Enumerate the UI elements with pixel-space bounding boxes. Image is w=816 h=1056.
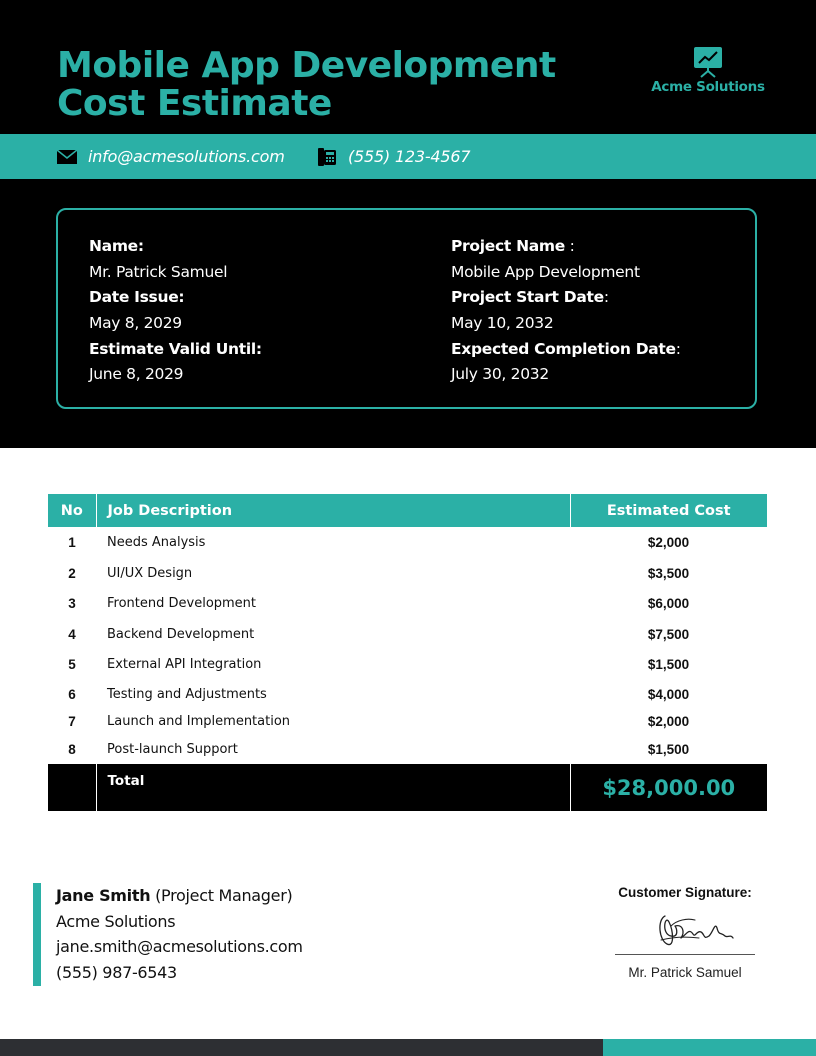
contact-phone (317, 134, 470, 179)
date-issue-label: Date Issue: (89, 288, 185, 307)
footer-bar-accent (603, 1039, 816, 1056)
project-name-value: Mobile App Development (451, 262, 640, 281)
row-description: Launch and Implementation (107, 714, 291, 729)
row-cost: $1,500 (647, 742, 690, 757)
row-no: 7 (68, 714, 76, 729)
start-date-value: May 10, 2032 (451, 314, 554, 333)
row-no: 8 (68, 742, 76, 757)
header-section (0, 0, 816, 448)
manager-contact-block (56, 883, 303, 985)
table-row (48, 649, 767, 680)
table-row (48, 735, 767, 764)
row-description: Backend Development (107, 626, 255, 642)
row-description: Post-launch Support (107, 742, 238, 757)
client-info-right (451, 234, 681, 388)
table-row (48, 619, 767, 649)
row-description: UI/UX Design (107, 565, 193, 581)
completion-value: July 30, 2032 (451, 365, 549, 384)
mail-icon (57, 150, 77, 164)
row-no: 1 (68, 535, 76, 550)
title-line-2: Cost Estimate (57, 83, 332, 124)
start-date-label: Project Start Date (451, 288, 604, 307)
row-no: 6 (68, 686, 76, 702)
contact-email (57, 134, 285, 179)
manager-company: Acme Solutions (56, 911, 176, 931)
page-title (57, 47, 556, 123)
row-cost: $2,000 (647, 714, 690, 729)
client-info-box (56, 208, 757, 409)
total-empty-cell (48, 764, 96, 811)
manager-name: Jane Smith (56, 886, 151, 905)
client-info-left (89, 234, 262, 388)
customer-signature-block (606, 885, 764, 980)
total-label: Total (96, 764, 570, 811)
contact-bar (0, 134, 816, 179)
project-name-suffix: : (564, 237, 575, 255)
table-row (48, 708, 767, 735)
row-cost: $1,500 (647, 657, 690, 672)
contact-phone-text[interactable]: (555) 123-4567 (348, 147, 471, 166)
completion-suffix: : (675, 339, 681, 358)
table-row (48, 527, 767, 558)
header-description: Job Description (96, 494, 570, 527)
completion-label: Expected Completion Date (451, 339, 676, 358)
contact-email-text[interactable]: info@acmesolutions.com (88, 147, 285, 166)
row-description: Testing and Adjustments (107, 686, 267, 702)
row-no: 2 (68, 565, 76, 581)
table-header-row (48, 494, 767, 527)
presentation-board-icon (691, 46, 725, 78)
handwritten-signature (635, 910, 735, 952)
manager-role: (Project Manager) (150, 886, 293, 905)
row-description: Needs Analysis (107, 535, 206, 550)
table-total-row (48, 764, 767, 811)
row-description: External API Integration (107, 657, 262, 672)
row-no: 5 (68, 657, 76, 672)
valid-until-value: June 8, 2029 (89, 365, 184, 384)
start-date-suffix: : (603, 288, 609, 307)
manager-email[interactable]: jane.smith@acmesolutions.com (56, 937, 303, 956)
signature-line (615, 954, 755, 955)
manager-accent-bar (33, 883, 41, 986)
total-value: $28,000.00 (570, 764, 767, 811)
table-row (48, 558, 767, 588)
row-cost: $7,500 (647, 626, 690, 642)
footer-bar-dark (0, 1039, 603, 1056)
cost-estimate-table (48, 494, 767, 811)
row-no: 4 (68, 626, 76, 642)
row-description: Frontend Development (107, 596, 257, 611)
signature-name: Mr. Patrick Samuel (628, 965, 742, 980)
brand-logo-block (650, 46, 766, 95)
row-cost: $6,000 (647, 596, 690, 611)
table-row (48, 588, 767, 619)
manager-phone: (555) 987-6543 (56, 962, 177, 982)
valid-until-label: Estimate Valid Until: (89, 339, 262, 358)
row-cost: $3,500 (647, 565, 690, 581)
header-no: No (48, 494, 96, 527)
phone-icon (317, 146, 337, 168)
row-no: 3 (68, 596, 76, 611)
date-issue-value: May 8, 2029 (89, 314, 182, 333)
brand-name: Acme Solutions (651, 79, 765, 95)
name-label: Name: (89, 237, 144, 255)
title-line-1: Mobile App Development (57, 45, 556, 86)
header-cost: Estimated Cost (570, 494, 767, 527)
signature-label: Customer Signature: (618, 885, 752, 900)
name-value: Mr. Patrick Samuel (89, 262, 228, 281)
project-name-label: Project Name (451, 237, 565, 255)
table-row (48, 680, 767, 708)
row-cost: $4,000 (647, 686, 690, 702)
row-cost: $2,000 (647, 535, 690, 550)
